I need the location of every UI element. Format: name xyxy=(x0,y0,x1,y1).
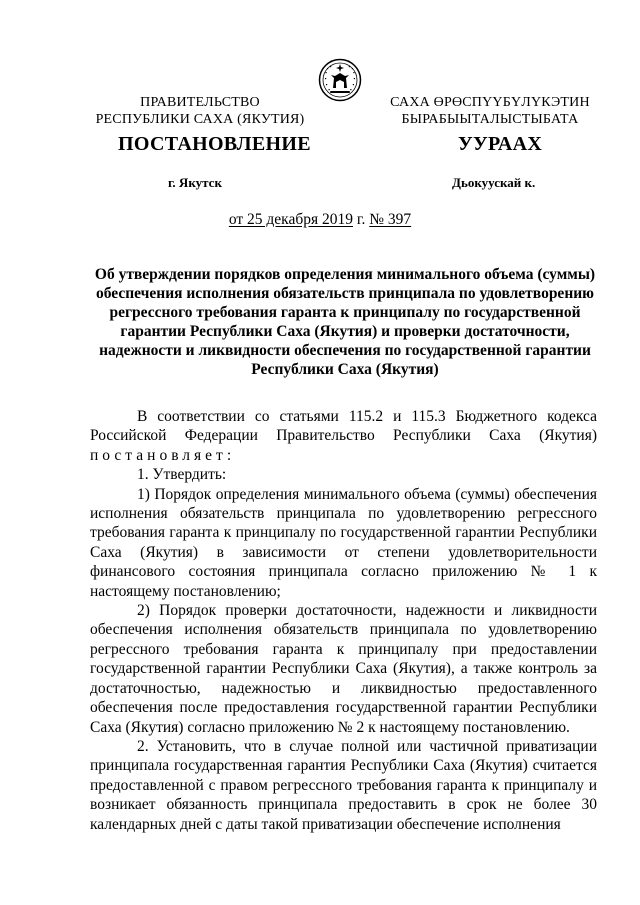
government-name-ru-line1: ПРАВИТЕЛЬСТВО xyxy=(140,95,260,110)
item-2: 2. Установить, что в случае полной или частичной приватизации принципала государственная гарантия Республики Саха (Якутия) считается предоставленной с правом регрессного требования гаранта к принципалу и возникает обязанность принципала предоставить в срок не более 30 календарных дней с даты такой приватизации обеспечение исполнения xyxy=(90,737,597,833)
doc-number: № 397 xyxy=(369,211,412,228)
document-title-line: обеспечения исполнения обязательств принципала по удовлетворению xyxy=(95,285,595,302)
document-title-line: надежности и ликвидности обеспечения по государственной гарантии xyxy=(99,342,591,359)
city-sah: Дьокуускай к. xyxy=(452,175,536,190)
government-name-ru xyxy=(95,94,305,128)
intro-text: В соответствии со статьями 115.2 и 115.3 Бюджетного кодекса Российской Федерации Правительство Республики Саха (Якутия) xyxy=(90,408,597,445)
document-title-line: гарантии Республики Саха (Якутия) и проверки достаточности, xyxy=(120,323,570,340)
document-title-line: регрессного требования гаранта к принципалу по государственной xyxy=(109,304,581,321)
doc-date: от 25 декабря 2019 xyxy=(228,211,353,228)
intro-paragraph xyxy=(90,407,597,465)
document-title-line: Об утверждении порядков определения минимального объема (суммы) xyxy=(94,266,596,283)
government-name-ru-line2: РЕСПУБЛИКИ САХА (ЯКУТИЯ) xyxy=(95,112,305,127)
item-1-1: 1) Порядок определения минимального объема (суммы) обеспечения исполнения обязательств принципала по удовлетворению регрессного требования гаранта к принципалу по государственной гарантии Республики Саха (Якутия) в зависимости от степени удовлетворительности финансового состояния принципала согласно приложению № 1 к настоящему постановлению; xyxy=(90,485,597,600)
government-name-sah-line1: САХА ӨРӨСПҮҮБҮЛҮКЭТИН xyxy=(390,95,590,110)
doc-type-sah: УУРААХ xyxy=(458,133,543,155)
doc-type-ru: ПОСТАНОВЛЕНИЕ xyxy=(118,133,311,155)
item-1: 1. Утвердить: xyxy=(137,466,227,484)
city-ru: г. Якутск xyxy=(168,175,222,190)
date-number-line xyxy=(0,211,640,229)
resolves-word: постановляет: xyxy=(90,446,236,464)
item-1-2: 2) Порядок проверки достаточности, надежности и ликвидности обеспечения исполнения обязательств принципала по удовлетворению регрессного требования гаранта к принципалу при предоставлении государственной гарантии Республики Саха (Якутия), а также контроль за достаточностью, надежностью и ликвидностью предоставленного обеспечения после предоставления государственной гарантии Республики Саха (Якутия) согласно приложению № 2 к настоящему постановлению. xyxy=(90,602,597,736)
government-name-sah-line2: БЫРАБЫЫТАЛЫСТЫБАТА xyxy=(401,112,579,127)
document-body xyxy=(90,407,597,834)
document-title xyxy=(90,265,600,379)
doc-year-suffix: г. xyxy=(356,211,366,228)
document-title-line: Республики Саха (Якутия) xyxy=(251,361,439,378)
sakha-coat-of-arms-icon xyxy=(318,58,362,102)
government-name-sah xyxy=(370,94,610,128)
